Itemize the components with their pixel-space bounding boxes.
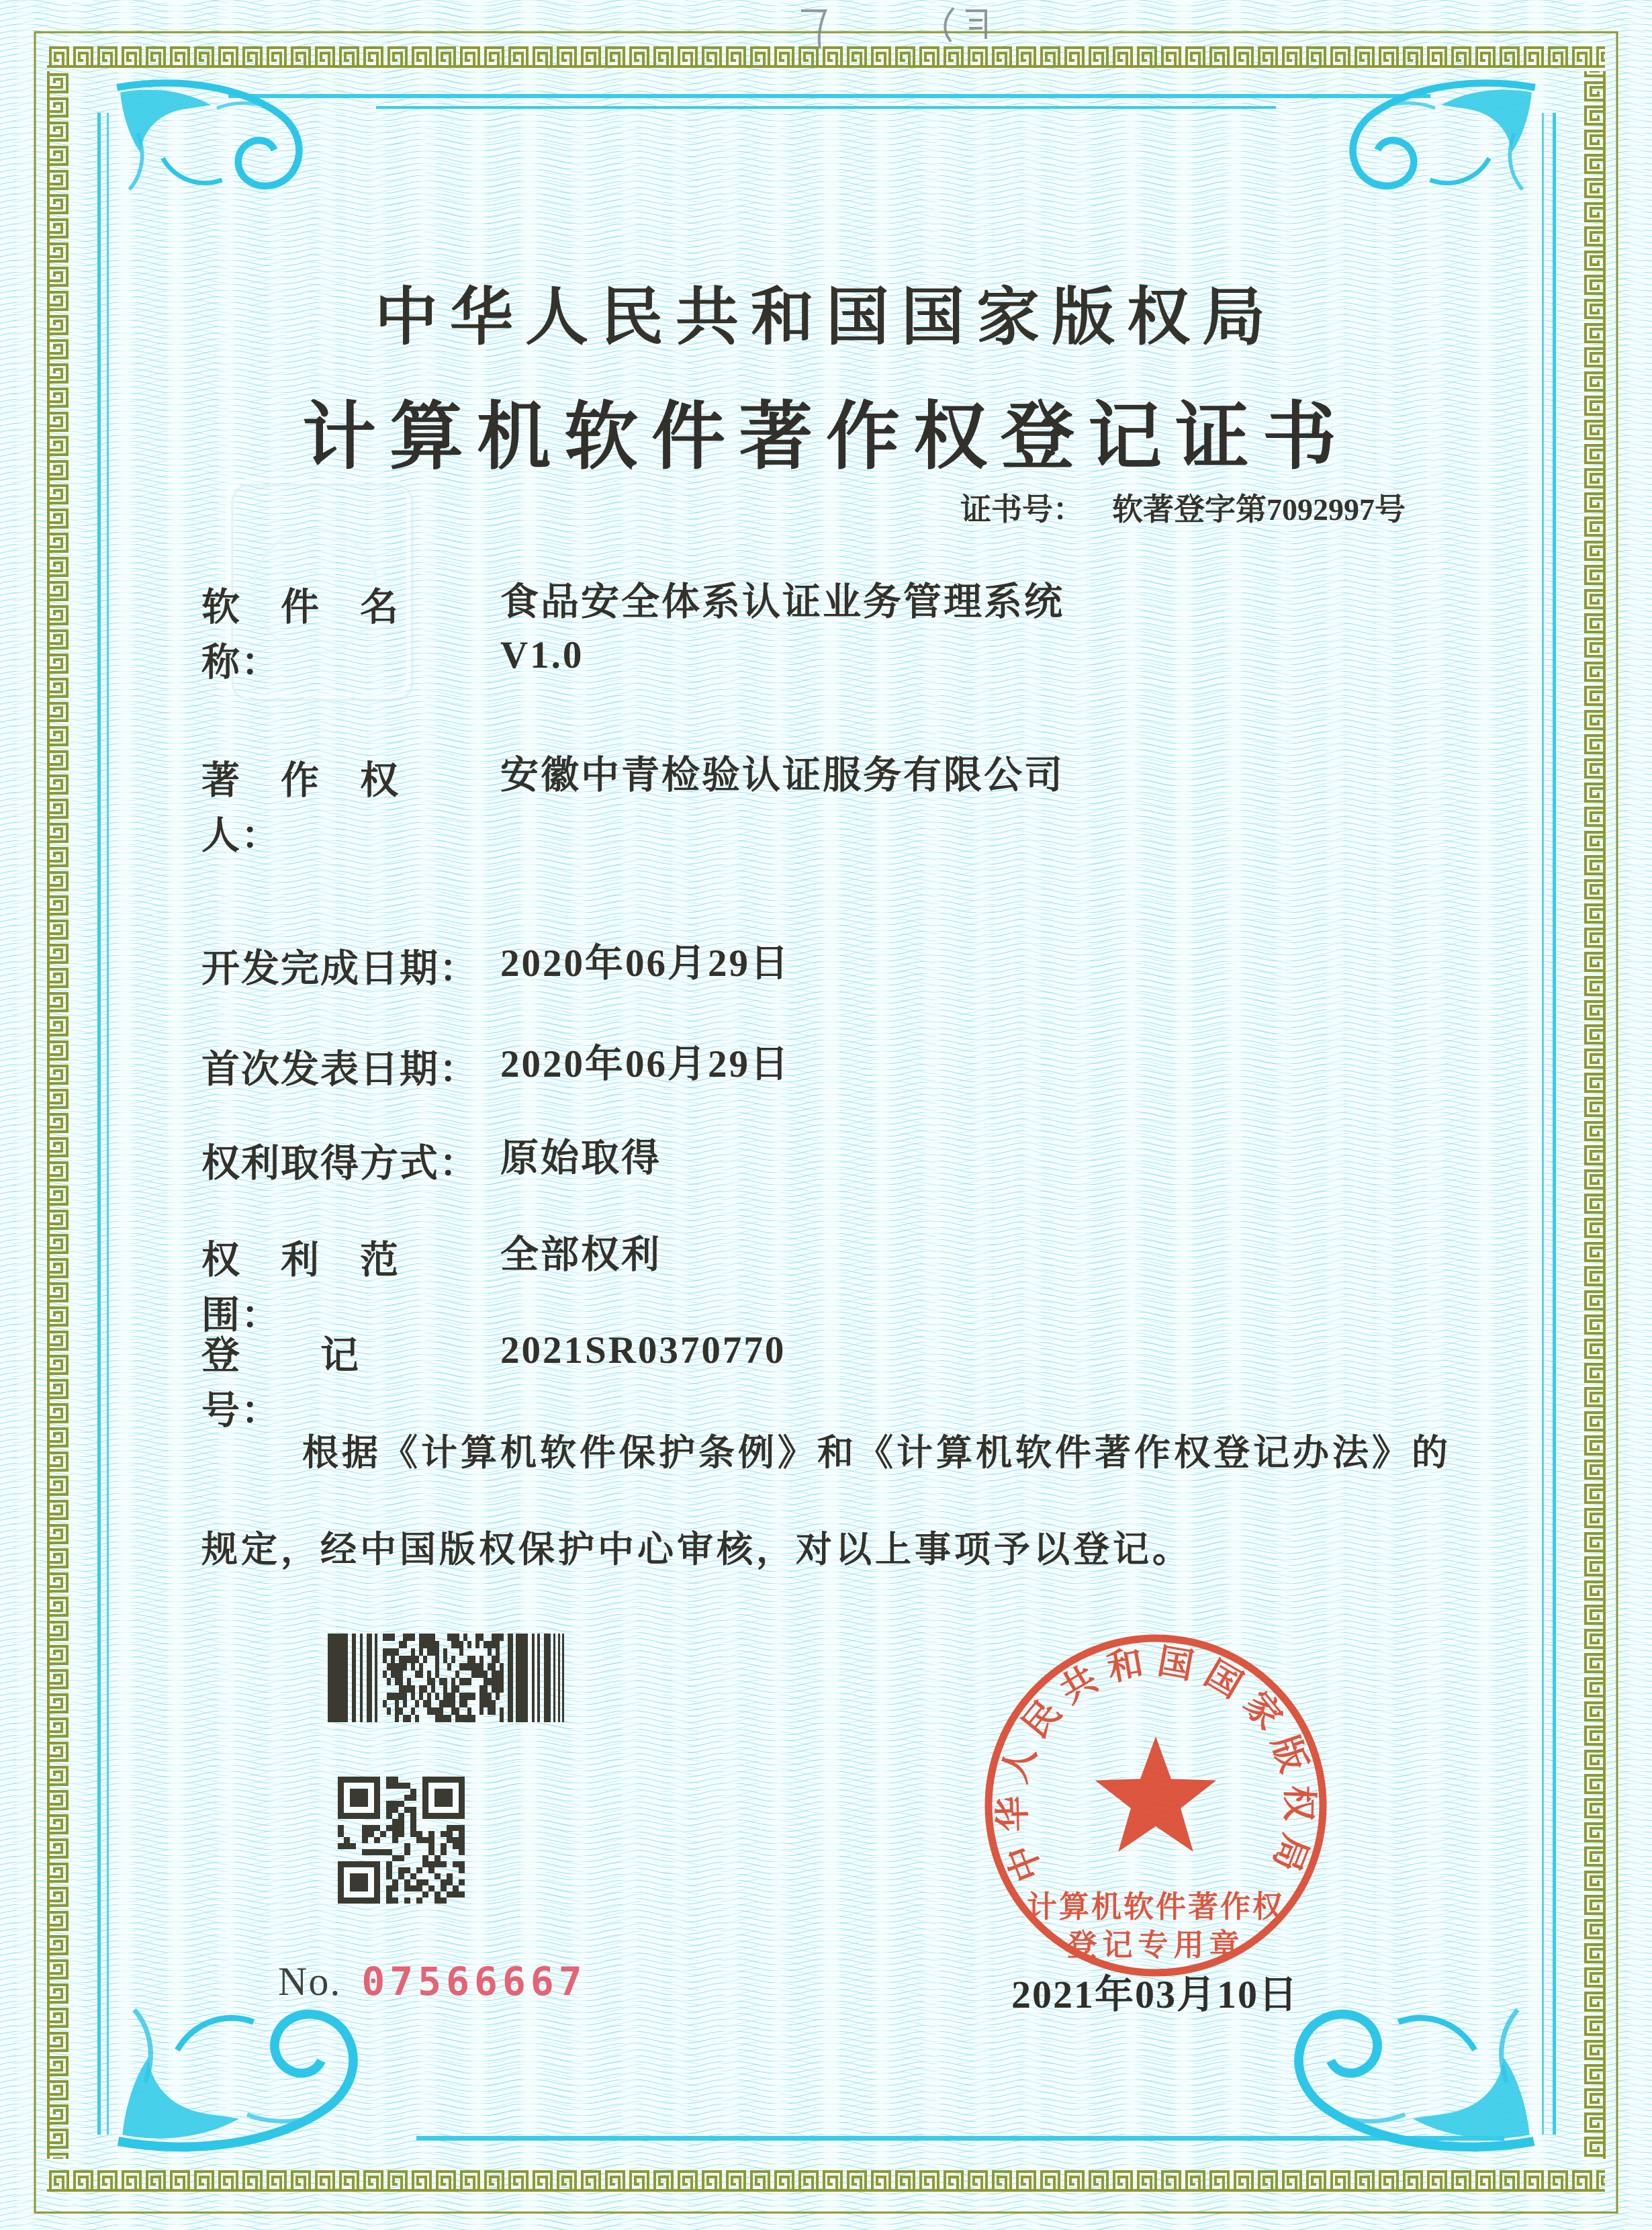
serial-label: No. [278,1959,342,2004]
field-label: 软 件 名 称： [201,586,439,684]
field-row-copyright-owner [201,750,1064,860]
field-label: 著 作 权 人： [201,760,439,857]
certificate-title: 计算机软件著作权登记证书 [302,396,1350,478]
acquisition-method: 原始取得 [500,1137,661,1179]
serial-number: 07566667 [361,1959,587,2004]
issue-date: 2021年03月10日 [1011,1973,1299,2016]
registration-number: 2021SR0370770 [500,1329,786,1372]
statement-line-2: 规定，经中国版权保护中心审核，对以上事项予以登记。 [201,1529,1192,1570]
software-name: 食品安全体系认证业务管理系统 [500,581,1064,623]
copyright-owner: 安徽中青检验认证服务有限公司 [500,754,1064,797]
serial-number-row [278,1959,587,2005]
certificate-number-value: 软著登字第7092997号 [1112,492,1406,527]
statement-line-1: 根据《计算机软件保护条例》和《计算机软件著作权登记办法》的 [302,1433,1451,1473]
field-row-registration-number [201,1325,786,1435]
official-seal [968,1617,1344,1994]
certificate-number-label: 证书号： [960,492,1084,527]
field-row-first-publish-date [201,1038,790,1094]
field-row-software-name [201,576,1064,686]
field-row-rights-scope [201,1229,661,1339]
seal-text-line2: 登记专用章 [1066,1928,1245,1962]
first-publish-date: 2020年06月29日 [500,1043,790,1085]
barcode [328,1634,564,1722]
field-label: 登 记 号： [201,1335,439,1432]
seal-star-icon [1095,1736,1217,1852]
rights-scope: 全部权利 [500,1234,661,1276]
field-label: 权 利 范 围： [201,1239,439,1337]
field-label: 权利取得方式： [201,1143,479,1185]
certificate-number-row [960,485,1406,529]
software-version: V1.0 [500,633,584,676]
completion-date: 2020年06月29日 [500,942,790,985]
seal-text-line1: 计算机软件著作权 [1026,1890,1285,1924]
field-label: 首次发表日期： [201,1049,479,1091]
qr-code [338,1777,465,1904]
seal-ring-text: 中华人民共和国国家版权局 [993,1642,1318,1887]
field-label: 开发完成日期： [201,948,479,990]
field-row-completion-date [201,938,790,993]
issuer-title: 中华人民共和国国家版权局 [374,283,1277,353]
field-row-acquisition-method [201,1132,661,1188]
